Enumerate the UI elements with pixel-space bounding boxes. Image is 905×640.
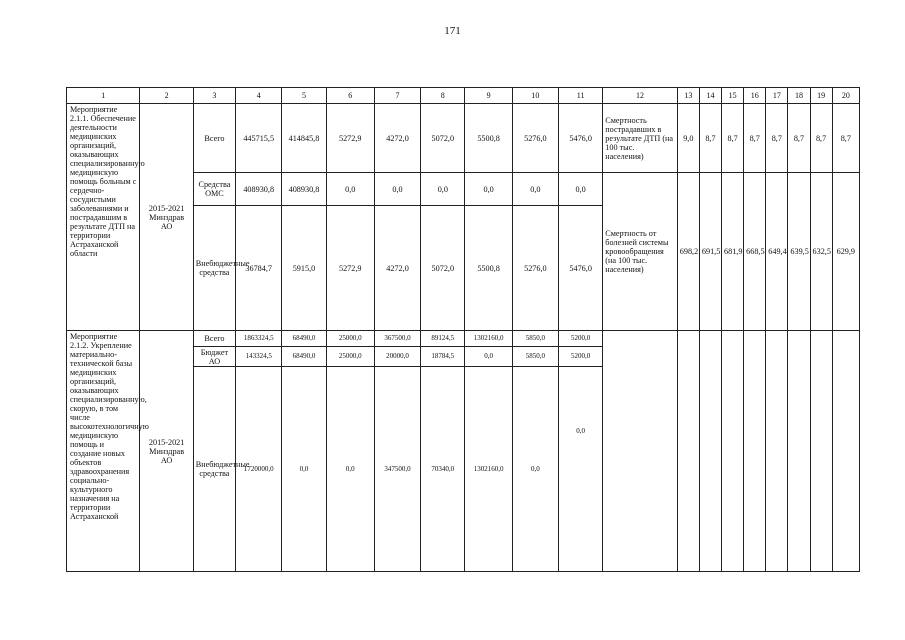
table-cell: 408930,8	[236, 173, 282, 206]
indicator-value: 668,5	[744, 173, 766, 331]
indicator-value: 9,0	[677, 104, 699, 173]
table-cell: 68490,0	[282, 347, 326, 367]
indicator-value: 8,7	[788, 104, 810, 173]
table-cell: 5272,9	[326, 104, 374, 173]
funding-source: Средства ОМС	[193, 173, 235, 206]
empty-cell	[677, 331, 699, 572]
indicator-value: 691,5	[699, 173, 721, 331]
empty-cell	[810, 331, 832, 572]
header-cell: 14	[699, 88, 721, 104]
header-cell: 13	[677, 88, 699, 104]
header-cell: 9	[465, 88, 512, 104]
table-cell: 5276,0	[512, 206, 558, 331]
indicator-value: 8,7	[722, 104, 744, 173]
table-cell: 408930,8	[282, 173, 326, 206]
table-cell: 0,0	[421, 173, 465, 206]
table-cell: 367500,0	[374, 331, 420, 347]
indicator-name: Смертность от болезней системы кровообращения (на 100 тыс. населения)	[603, 173, 677, 331]
indicator-value: 8,7	[832, 104, 859, 173]
funding-source: Всего	[193, 104, 235, 173]
table-cell: 5200,0	[559, 347, 603, 367]
header-cell: 4	[236, 88, 282, 104]
measure-executor: Минздрав АО	[149, 446, 185, 465]
measure-period-executor	[140, 331, 193, 572]
header-cell: 19	[810, 88, 832, 104]
measure-period: 2015-2021	[148, 437, 185, 447]
table-cell: 1302160,0	[465, 331, 512, 347]
header-cell: 18	[788, 88, 810, 104]
table-cell: 68490,0	[282, 331, 326, 347]
empty-cell	[832, 331, 859, 572]
table-cell: 1302160,0	[465, 367, 512, 572]
table-cell: 5072,0	[421, 104, 465, 173]
table-cell: 5850,0	[512, 347, 558, 367]
table-cell: 4272,0	[374, 104, 420, 173]
empty-cell	[722, 331, 744, 572]
empty-cell	[699, 331, 721, 572]
indicator-value: 8,7	[744, 104, 766, 173]
table-row	[67, 331, 860, 347]
table-cell: 5850,0	[512, 331, 558, 347]
table-cell: 5476,0	[559, 104, 603, 173]
funding-source: Всего	[193, 331, 235, 347]
table-cell: 445715,5	[236, 104, 282, 173]
indicator-value: 639,5	[788, 173, 810, 331]
measure-executor: Минздрав АО	[149, 212, 185, 231]
funding-source: Внебюджетные средства	[193, 367, 235, 572]
funding-source: Внебюджетные средства	[193, 206, 235, 331]
table-cell: 0,0	[374, 173, 420, 206]
table-cell: 143324,5	[236, 347, 282, 367]
table-cell: 5276,0	[512, 104, 558, 173]
header-cell: 5	[282, 88, 326, 104]
indicator-value: 8,7	[766, 104, 788, 173]
measure-description: Мероприятие 2.1.2. Укрепление материально-технической базы медицинских организаций, оказывающих специализированную, скорую, в том числе высокотехнологичную медицинскую помощь и создание новых объектов здравоохранения социально-культурного назначения на территории Астраханской	[67, 331, 140, 572]
program-table	[66, 87, 860, 572]
table-cell: 36784,7	[236, 206, 282, 331]
page-number: 171	[444, 25, 461, 37]
table-cell: 1720000,0	[236, 367, 282, 572]
table-cell: 0,0	[512, 173, 558, 206]
header-cell: 1	[67, 88, 140, 104]
indicator-value: 681,9	[722, 173, 744, 331]
header-cell: 16	[744, 88, 766, 104]
header-cell: 8	[421, 88, 465, 104]
indicator-value: 629,9	[832, 173, 859, 331]
table-cell: 414845,8	[282, 104, 326, 173]
header-cell: 7	[374, 88, 420, 104]
header-cell: 17	[766, 88, 788, 104]
table-cell: 89124,5	[421, 331, 465, 347]
indicator-value: 632,5	[810, 173, 832, 331]
empty-cell	[744, 331, 766, 572]
table-cell: 0,0	[326, 173, 374, 206]
table-cell: 0,0	[465, 173, 512, 206]
header-cell: 3	[193, 88, 235, 104]
header-cell: 6	[326, 88, 374, 104]
table-cell: 1863324,5	[236, 331, 282, 347]
indicator-name: Смертность пострадавших в результате ДТП (на 100 тыс. населения)	[603, 104, 677, 173]
table-cell: 347500,0	[374, 367, 420, 572]
table-cell: 25000,0	[326, 331, 374, 347]
table-cell: 5272,9	[326, 206, 374, 331]
header-cell: 20	[832, 88, 859, 104]
header-cell: 11	[559, 88, 603, 104]
table-cell: 5200,0	[559, 331, 603, 347]
table-cell: 5500,8	[465, 104, 512, 173]
empty-cell	[603, 331, 677, 572]
measure-period-executor	[140, 104, 193, 331]
funding-source: Бюджет АО	[193, 347, 235, 367]
table-cell: 70340,0	[421, 367, 465, 572]
measure-period: 2015-2021	[148, 203, 185, 213]
table-cell: 5915,0	[282, 206, 326, 331]
empty-cell	[766, 331, 788, 572]
indicator-value: 698,2	[677, 173, 699, 331]
table-cell: 0,0	[512, 367, 558, 572]
header-row	[67, 88, 860, 104]
table-cell: 25000,0	[326, 347, 374, 367]
measure-description: Мероприятие 2.1.1. Обеспечение деятельности медицинских организаций, оказывающих специализированную медицинскую помощь больным с сердечно-сосудистыми заболеваниями и пострадавшим в результате ДТП на территории Астраханской области	[67, 104, 140, 331]
table-cell: 4272,0	[374, 206, 420, 331]
table-cell: 5500,8	[465, 206, 512, 331]
header-cell: 2	[140, 88, 193, 104]
table-cell: 0,0	[326, 367, 374, 572]
indicator-value: 8,7	[810, 104, 832, 173]
table-cell: 0,0	[559, 367, 603, 572]
header-cell: 15	[722, 88, 744, 104]
table-cell: 20000,0	[374, 347, 420, 367]
header-cell: 10	[512, 88, 558, 104]
table-cell: 0,0	[465, 347, 512, 367]
indicator-value: 649,4	[766, 173, 788, 331]
table-row	[67, 104, 860, 173]
empty-cell	[788, 331, 810, 572]
table-cell: 0,0	[282, 367, 326, 572]
indicator-value: 8,7	[699, 104, 721, 173]
table-cell: 18784,5	[421, 347, 465, 367]
table-cell: 5072,0	[421, 206, 465, 331]
table-cell: 5476,0	[559, 206, 603, 331]
table-cell: 0,0	[559, 173, 603, 206]
header-cell: 12	[603, 88, 677, 104]
